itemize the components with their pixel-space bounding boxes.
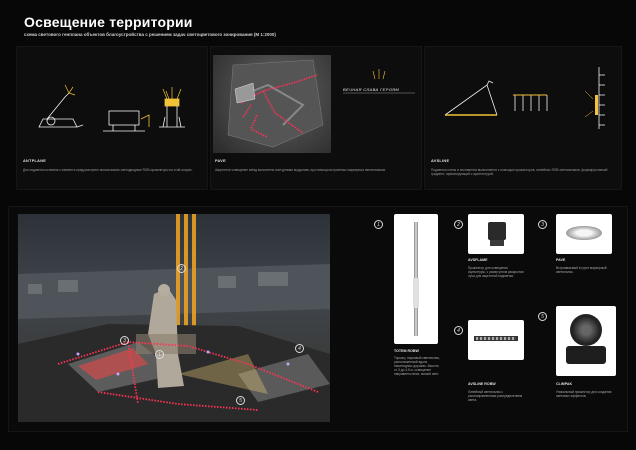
scene-marker: 4 xyxy=(295,344,304,353)
product-image-linear xyxy=(468,320,524,360)
product-label: CLIMPAK xyxy=(556,382,573,386)
product-image-floodlight xyxy=(468,214,524,254)
page-subtitle: схема светового генплана объектов благоустройства с решением задач светоцветового зонирования (М 1:2000) xyxy=(24,32,276,37)
product-label: TOTEM ROBW xyxy=(394,349,419,353)
scene-render xyxy=(18,214,330,422)
panel-antplane xyxy=(16,46,208,190)
page-title: Освещение территории xyxy=(24,14,193,30)
product-number: 4 xyxy=(454,326,463,335)
product-label: AVSFLAME xyxy=(468,258,488,262)
product-label: AVSLINE ROBW xyxy=(468,382,496,386)
scene-marker: 3 xyxy=(120,336,129,345)
scene-marker: 1 xyxy=(155,350,164,359)
product-description: Торшер, парковый светильник, расположенный вдоль пешеходных дорожек. Высота от 3 до 4,5 м, освещение направлено вниз, мягкий свет. xyxy=(394,356,440,376)
panel-avsline xyxy=(424,46,622,190)
panel-label: AVSLINE xyxy=(431,159,450,163)
sign-text: ВЕЧНАЯ СЛАВА ГЕРОЯМ xyxy=(343,87,400,92)
panel-pave xyxy=(210,46,422,190)
product-number: 5 xyxy=(538,312,547,321)
panel-description: Для подсветки основного элемента предусмотрено использовать светодиодные RGB-прожекторы на стой-опорах. xyxy=(23,168,193,172)
monument-drawing xyxy=(17,55,207,145)
product-number: 3 xyxy=(538,220,547,229)
product-description: Встраиваемый в грунт маркерный светильник. xyxy=(556,266,607,274)
product-description: Уникальный прожектор для создания световых эффектов. xyxy=(556,390,612,398)
product-label: PAVE xyxy=(556,258,566,262)
stele-drawing xyxy=(425,55,621,145)
product-image-marker xyxy=(556,214,612,254)
panel-label: ANTPLANE xyxy=(23,159,47,163)
product-description: Прожектор для освещения скульптуры, с узким углом раскрытия луча для акцентной подсветки. xyxy=(468,266,524,278)
product-number: 1 xyxy=(374,220,383,229)
panel-description: Подсветка стелы и постамента выполняется с помощью прожекторов, линейных RGB светильников, формируя мягкий градиент, гармонирующий с архитектурой. xyxy=(431,168,608,177)
product-image-moving-head xyxy=(556,306,616,376)
product-description: Линейный светильник с узконаправленным распределением света. xyxy=(468,390,523,402)
panel-description: Акцентное освещение звёзд выполнено контурными модулями, при помощи встроенных маркерных светильников. xyxy=(215,168,386,172)
product-number: 2 xyxy=(454,220,463,229)
panel-label: PAVE xyxy=(215,159,226,163)
scene-marker: 5 xyxy=(236,396,245,405)
aerial-photo xyxy=(213,55,331,153)
product-image-totem xyxy=(394,214,438,344)
scene-marker: 2 xyxy=(177,264,186,273)
